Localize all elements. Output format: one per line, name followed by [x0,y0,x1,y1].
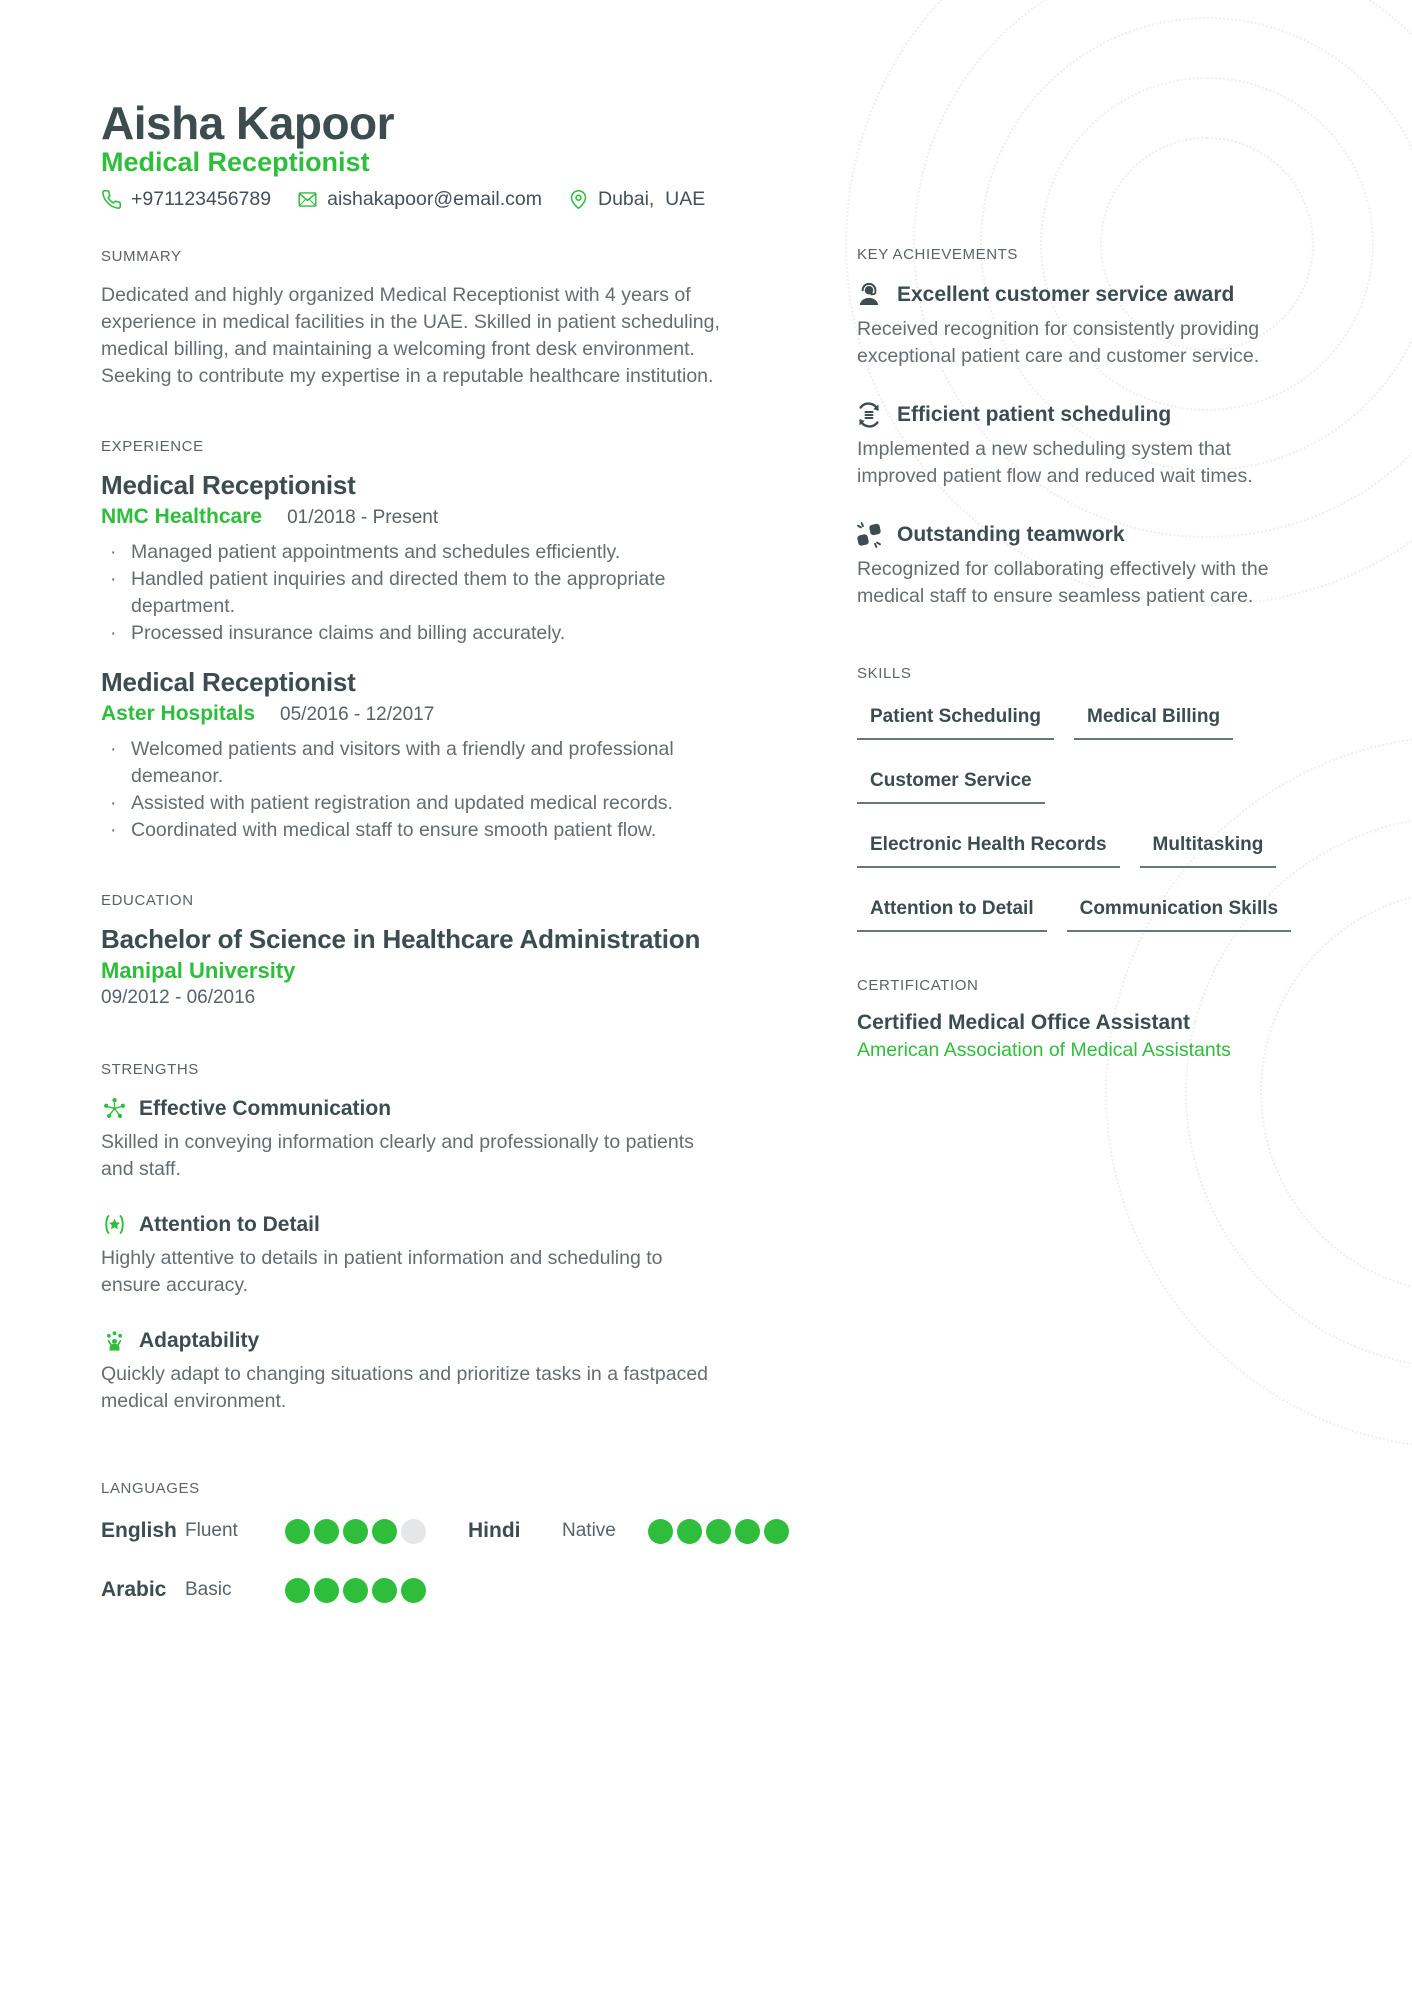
job-bullet: · Assisted with patient registration and updated medical records. [101,790,723,817]
company-name: Aster Hospitals [101,702,256,725]
language-level-dots [648,1519,793,1544]
languages-section [101,1481,723,1604]
skills-label: SKILLS [857,665,912,682]
contact-phone [101,188,271,211]
language-level-dot [401,1578,426,1603]
strength-text: Quickly adapt to changing situations and prioritize tasks in a fastpaced medical environment. [101,1363,709,1412]
language-level-dot [401,1519,426,1544]
juggler-icon [101,1327,128,1354]
language-row [468,1517,793,1545]
achievement-title: Excellent customer service award [897,283,1235,306]
skill-tag: Multitasking [1140,833,1277,868]
cycle-process-icon [854,400,884,430]
strength-title: Attention to Detail [139,1212,320,1236]
job-bullet: · Handled patient inquiries and directed them to the appropriate department. [101,566,723,620]
language-name: Arabic [101,1578,167,1601]
laurel-star-icon [101,1211,128,1238]
job-bullet: · Managed patient appointments and schedules efficiently. [101,539,723,566]
person-name: Aisha Kapoor [101,97,395,149]
skill-tag: Attention to Detail [857,897,1047,932]
contact-location [568,188,705,211]
job-bullet-list [101,736,723,844]
language-level-dot [343,1519,368,1544]
language-level-dot [735,1519,760,1544]
skill-tag: Patient Scheduling [857,705,1054,740]
education-section [101,893,723,1007]
experience-label: EXPERIENCE [101,438,204,455]
language-level-dots [285,1578,430,1603]
experience-entry [101,669,723,844]
achievements-section [857,247,1305,610]
skill-row [857,769,1305,804]
location-pin-icon [568,189,589,210]
person-job-title: Medical Receptionist [101,147,370,177]
skills-section [857,666,1305,932]
achievement-title: Outstanding teamwork [897,523,1125,546]
education-dates: 09/2012 - 06/2016 [101,987,256,1008]
job-title: Medical Receptionist [101,667,356,697]
job-title: Medical Receptionist [101,470,356,500]
company-row [101,703,723,726]
language-level-dot [372,1519,397,1544]
achievement-item [857,280,1305,370]
achievement-item [857,400,1305,490]
language-level-dot [764,1519,789,1544]
language-level: Fluent [185,1520,238,1541]
email-address: aishakapoor@email.com [327,187,542,210]
language-level-dot [314,1519,339,1544]
skill-tag: Communication Skills [1067,897,1291,932]
language-level-dot [648,1519,673,1544]
skill-row [857,705,1305,740]
languages-label: LANGUAGES [101,1480,200,1497]
skill-tag: Electronic Health Records [857,833,1120,868]
email-icon [297,189,318,210]
strength-text: Highly attentive to details in patient information and scheduling to ensure accuracy. [101,1247,663,1296]
strength-item [101,1211,723,1299]
achievement-text: Implemented a new scheduling system that improved patient flow and reduced wait times. [857,438,1253,487]
achievement-text: Recognized for collaborating effectively with the medical staff to ensure seamless patient care. [857,558,1269,607]
language-level-dots [285,1519,430,1544]
language-row [101,1517,723,1545]
job-dates: 01/2018 - Present [287,507,439,528]
certification-issuer: American Association of Medical Assistants [857,1039,1231,1061]
handshake-icon [854,520,884,550]
phone-number: +971123456789 [131,187,272,210]
skill-row [857,833,1305,868]
language-name: English [101,1519,177,1542]
certification-section [857,978,1305,1061]
strength-text: Skilled in conveying information clearly and professionally to patients and staff. [101,1131,694,1180]
contact-row [101,187,723,211]
company-name: NMC Healthcare [101,505,263,528]
company-row [101,506,723,529]
education-label: EDUCATION [101,892,194,909]
job-bullet: · Coordinated with medical staff to ensure smooth patient flow. [101,817,723,844]
experience-section [101,439,723,844]
summary-label: SUMMARY [101,248,182,265]
location-text: Dubai, UAE [597,187,706,210]
achievements-label: KEY ACHIEVEMENTS [857,246,1019,263]
language-level-dot [285,1578,310,1603]
certification-name: Certified Medical Office Assistant [857,1011,1190,1034]
job-bullet: · Welcomed patients and visitors with a friendly and professional demeanor. [101,736,723,790]
contact-email [297,188,542,211]
language-level-dot [677,1519,702,1544]
job-dates: 05/2016 - 12/2017 [280,704,435,725]
language-level-dot [285,1519,310,1544]
strengths-section [101,1062,723,1415]
achievement-item [857,520,1305,610]
language-level-dot [372,1578,397,1603]
phone-icon [101,189,122,210]
summary-section [101,249,723,390]
achievement-title: Efficient patient scheduling [897,403,1172,426]
summary-text: Dedicated and highly organized Medical Receptionist with 4 years of experience in medical facilities in the UAE. Skilled in patient scheduling, medical billing, and maintaining a welcoming front desk environment. Seeking to contribute my expertise in a reputable healthcare institution. [101,284,720,387]
achievement-text: Received recognition for consistently providing exceptional patient care and customer service. [857,318,1260,367]
language-level-dot [706,1519,731,1544]
network-communication-icon [101,1095,128,1122]
strength-title: Adaptability [139,1328,260,1352]
job-bullet-list [101,539,723,647]
strength-item [101,1327,723,1415]
language-level: Basic [185,1579,232,1600]
language-name: Hindi [468,1519,521,1542]
degree-title: Bachelor of Science in Healthcare Administration [101,924,701,954]
customer-support-icon [854,280,884,310]
school-name: Manipal University [101,958,296,983]
left-column [101,99,723,1604]
strength-title: Effective Communication [139,1096,392,1120]
language-level-dot [314,1578,339,1603]
skill-tag: Medical Billing [1074,705,1233,740]
language-level-dot [343,1578,368,1603]
strength-item [101,1095,723,1183]
skill-row [857,897,1305,932]
strengths-label: STRENGTHS [101,1061,199,1078]
experience-entry [101,472,723,647]
certification-label: CERTIFICATION [857,977,979,994]
language-row [101,1576,723,1604]
job-bullet: · Processed insurance claims and billing accurately. [101,620,723,647]
language-level: Native [562,1520,616,1541]
skill-tag: Customer Service [857,769,1045,804]
right-column [857,99,1305,1061]
